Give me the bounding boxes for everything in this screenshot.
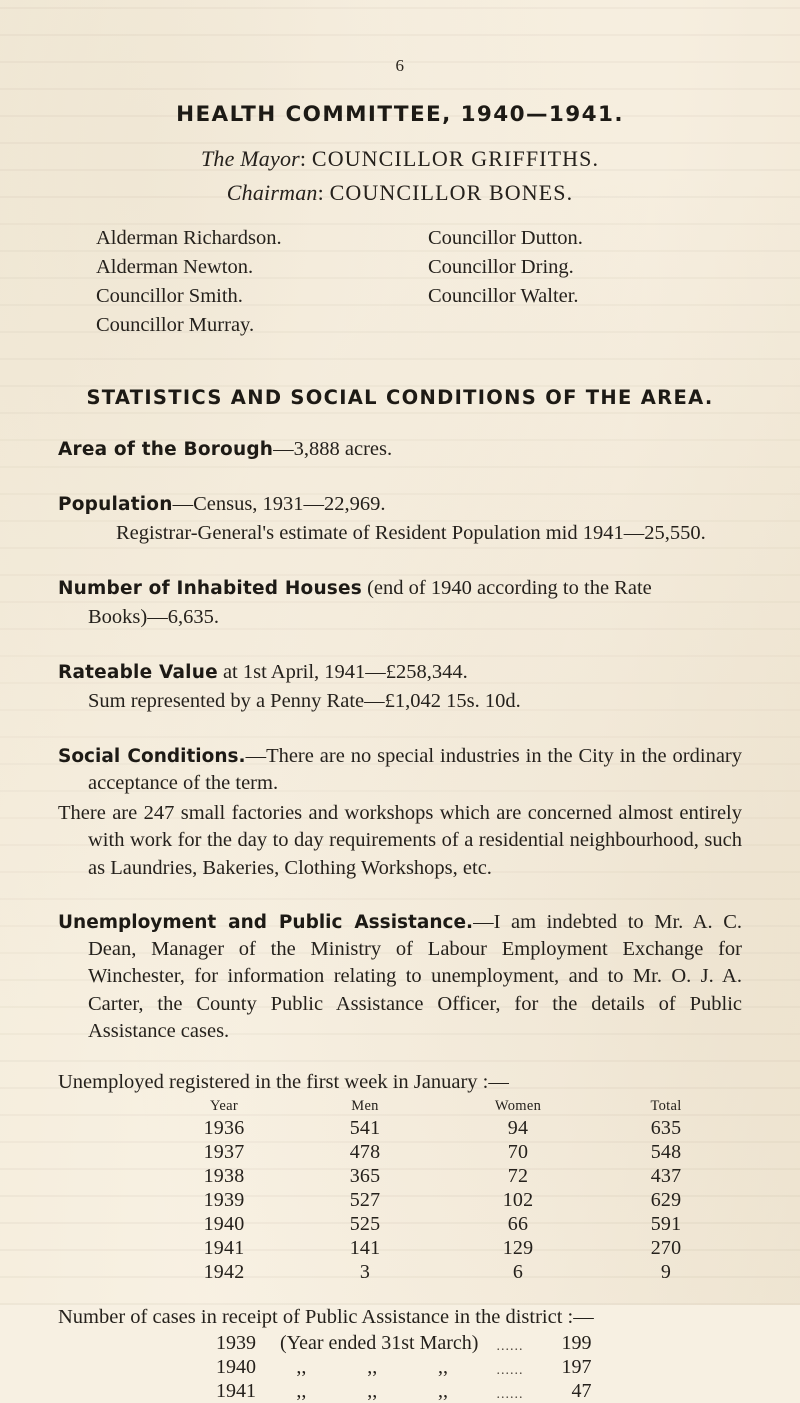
unemployment-table <box>158 1098 736 1284</box>
leader-dots: ...... <box>496 1387 524 1403</box>
column-header-men: Men <box>351 1098 379 1115</box>
cell-total: 629 <box>650 1188 682 1211</box>
area-label: Area of the Borough <box>58 439 274 461</box>
cell-men: 141 <box>349 1236 381 1259</box>
page-number: 6 <box>395 56 405 75</box>
cell-men: 525 <box>349 1212 381 1235</box>
unemployment-text: —I am indebted to Mr. A. C. Dean, Manager of the Ministry of Labour Employment Exchange for Winchester, for information relating to unemployment, and to Mr. O. J. A. Carter, the County Public Assistance Officer, for the details of Public Assistance cases. <box>88 910 742 1042</box>
cell-women: 6 <box>512 1260 524 1283</box>
rateable-value-amount: at 1st April, 1941—£258,344. <box>217 660 468 683</box>
leader-dots: ...... <box>496 1339 524 1355</box>
social-conditions-label: Social Conditions. <box>58 745 246 767</box>
inhabited-houses-label: Number of Inhabited Houses <box>58 577 362 599</box>
ditto-mark: ,, <box>367 1355 378 1378</box>
table-row <box>158 1140 736 1164</box>
table-row <box>158 1164 736 1188</box>
cell-year: 1941 <box>203 1236 245 1259</box>
member-item: Councillor Dutton. <box>428 227 583 249</box>
cell-note: (Year ended 31st March) <box>280 1331 479 1354</box>
ditto-mark: ,, <box>438 1355 449 1378</box>
cell-men: 365 <box>349 1164 381 1187</box>
cell-women: 129 <box>502 1236 534 1259</box>
column-header-total: Total <box>650 1098 682 1115</box>
cell-year: 1936 <box>203 1116 245 1139</box>
population-estimate: Registrar-General's estimate of Resident Population mid 1941—25,550. <box>116 522 706 545</box>
table-row <box>158 1188 736 1212</box>
cell-count: 199 <box>561 1331 592 1354</box>
inhabited-houses-value: (end of 1940 according to the Rate <box>361 576 652 599</box>
table-row <box>216 1379 591 1403</box>
table-row <box>216 1331 591 1355</box>
cell-year: 1940 <box>203 1212 245 1235</box>
public-assistance-table <box>216 1331 591 1403</box>
unemployment-table-intro: Unemployed registered in the first week in January :— <box>58 1071 509 1094</box>
rateable-value-label: Rateable Value <box>58 661 218 683</box>
ditto-mark: ,, <box>438 1379 449 1402</box>
ditto-mark: ,, <box>367 1379 378 1402</box>
cell-year: 1939 <box>203 1188 245 1211</box>
ditto-mark: ,, <box>296 1379 307 1402</box>
unemployment-paragraph <box>58 909 742 1045</box>
cell-women: 70 <box>507 1140 529 1163</box>
cell-men: 478 <box>349 1140 381 1163</box>
population-block <box>58 491 742 548</box>
inhabited-houses-block <box>58 575 742 632</box>
social-conditions-text: —There are no special industries in the City in the ordinary acceptance of the term. <box>88 744 742 794</box>
chairman-name: COUNCILLOR BONES. <box>329 180 574 205</box>
cell-total: 270 <box>650 1236 682 1259</box>
cell-year: 1940 <box>216 1355 256 1378</box>
column-header-women: Women <box>494 1098 542 1115</box>
cell-year: 1938 <box>203 1164 245 1187</box>
population-label: Population <box>58 493 173 515</box>
member-item: Councillor Murray. <box>96 314 255 337</box>
unemployment-label: Unemployment and Public Assistance. <box>58 911 474 933</box>
cell-year: 1937 <box>203 1140 245 1163</box>
cell-total: 548 <box>650 1140 682 1163</box>
table-row <box>158 1212 736 1236</box>
member-item: Councillor Dring. <box>428 256 574 279</box>
cell-year: 1939 <box>216 1331 256 1354</box>
member-item: Councillor Smith. <box>96 285 243 308</box>
cell-total: 635 <box>650 1116 682 1139</box>
leader-dots: ...... <box>496 1363 524 1379</box>
penny-rate-value: Sum represented by a Penny Rate—£1,042 15s. 10d. <box>88 690 521 713</box>
chairman-separator: : <box>317 180 324 205</box>
cell-men: 527 <box>349 1188 381 1211</box>
table-row <box>158 1116 736 1140</box>
chairman-line <box>58 180 742 206</box>
member-item: Councillor Walter. <box>428 285 579 308</box>
table-row <box>216 1355 591 1379</box>
mayor-line <box>58 146 742 172</box>
population-value: —Census, 1931—22,969. <box>172 492 386 515</box>
cell-women: 72 <box>507 1164 529 1187</box>
committee-members <box>58 224 742 340</box>
rateable-value-block <box>58 659 742 716</box>
cell-women: 102 <box>502 1188 534 1211</box>
cell-year: 1942 <box>203 1260 245 1283</box>
area-block <box>58 436 742 463</box>
cell-total: 437 <box>650 1164 682 1187</box>
ditto-mark: ,, <box>296 1355 307 1378</box>
public-assistance-intro: Number of cases in receipt of Public Assistance in the district :— <box>58 1306 594 1329</box>
member-item: Alderman Richardson. <box>96 227 282 249</box>
social-conditions-paragraph <box>58 743 742 798</box>
table-row <box>158 1260 736 1284</box>
member-item: Alderman Newton. <box>96 256 254 279</box>
cell-total: 9 <box>660 1260 672 1283</box>
mayor-separator: : <box>299 146 307 171</box>
statistics-section-title: STATISTICS AND SOCIAL CONDITIONS OF THE AREA. <box>86 386 714 410</box>
cell-total: 591 <box>650 1212 682 1235</box>
members-column-right <box>410 224 742 340</box>
cell-women: 94 <box>507 1116 529 1139</box>
members-column-left <box>96 224 410 340</box>
table-row <box>158 1236 736 1260</box>
cell-count: 47 <box>571 1379 592 1402</box>
factories-paragraph: There are 247 small factories and workshops which are concerned almost entirely with work for the day to day requirements of a residential neighbourhood, such as Laundries, Bakeries, Clothing Workshops, etc. <box>58 802 742 879</box>
inhabited-houses-continuation: Books)—6,635. <box>88 606 219 629</box>
cell-count: 197 <box>561 1355 592 1378</box>
committee-title: HEALTH COMMITTEE, 1940—1941. <box>176 102 624 127</box>
column-header-year: Year <box>210 1098 238 1115</box>
cell-women: 66 <box>507 1212 529 1235</box>
cell-men: 3 <box>359 1260 371 1283</box>
cell-year: 1941 <box>216 1379 256 1402</box>
chairman-role-label: Chairman <box>226 180 318 205</box>
cell-men: 541 <box>349 1116 381 1139</box>
mayor-name: COUNCILLOR GRIFFITHS. <box>311 146 600 171</box>
table-header-row <box>158 1098 736 1116</box>
area-value: —3,888 acres. <box>273 438 393 461</box>
mayor-role-label: The Mayor <box>200 146 300 171</box>
